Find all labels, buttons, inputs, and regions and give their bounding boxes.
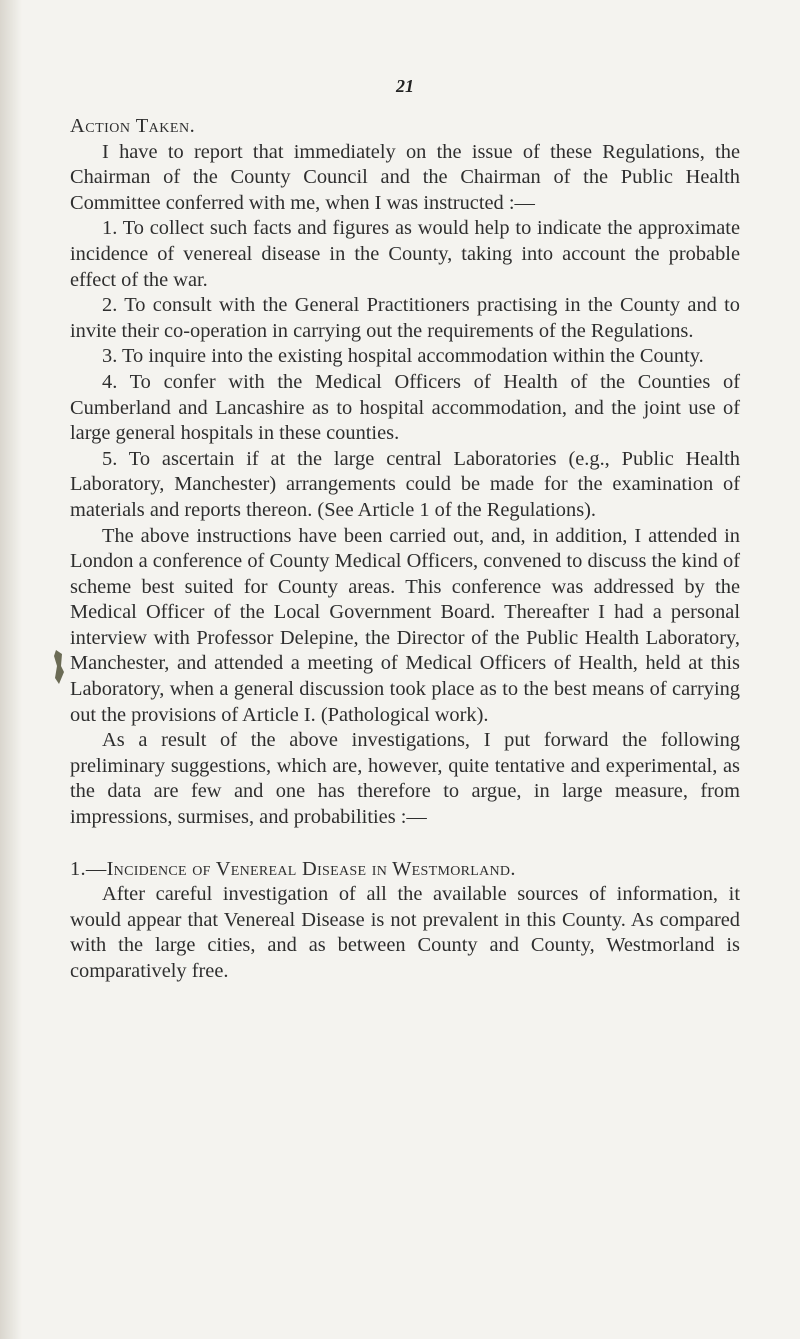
paragraph-item-5: 5. To ascertain if at the large central Laboratories (e.g., Public Health Laboratory, Manchester) arrangements could be made for the examination of materials and reports thereon. (See Article 1 of the Regulations). [70, 447, 740, 521]
paragraph-instructions-carried-out: The above instructions have been carried out, and, in addition, I attended in London a conference of County Medical Officers, convened to discuss the kind of scheme best suited for County areas. This conference was addressed by the Medical Officer of the Local Government Board. Thereafter I had a personal interview with Professor Delepine, the Director of the Public Health Laboratory, Manchester, and attended a meeting of Medical Officers of Health, held at this Laboratory, when a general discussion took place as to the best means of carrying out the provisions of Article I. (Pathological work). [70, 524, 740, 726]
page-number: 21 [396, 76, 414, 96]
paragraph-item-2: 2. To consult with the General Practitioners practising in the County and to invite their co-operation in carrying out the requirements of the Regulations. [70, 294, 740, 342]
section-heading-text: 1.—Incidence of Venereal Disease in Westmorland. [70, 857, 516, 880]
document-body [70, 75, 740, 985]
paragraph-intro: I have to report that immediately on the issue of these Regulations, the Chairman of the County Council and the Chairman of the Public Health Committee conferred with me, when I was instructed :— [70, 140, 740, 214]
margin-ink-mark [52, 648, 66, 686]
paragraph-result: As a result of the above investigations, I put forward the following preliminary suggestions, which are, however, quite tentative and experimental, as the data are few and one has therefore to argue, in large measure, from impressions, surmises, and probabilities :— [70, 729, 740, 829]
paragraph-item-3: 3. To inquire into the existing hospital accommodation within the County. [102, 345, 704, 368]
heading-action-taken [70, 114, 740, 140]
section-gap [70, 831, 740, 857]
paragraph-incidence: After careful investigation of all the available sources of information, it would appear that Venereal Disease is not prevalent in this County. As compared with the large cities, and as between County and County, Westmorland is comparatively free. [70, 883, 740, 982]
section-heading-incidence [70, 857, 740, 883]
paragraph-item-1: 1. To collect such facts and figures as would help to indicate the approximate incidence of venereal disease in the County, taking into account the probable effect of the war. [70, 217, 740, 291]
heading-text: Action Taken. [70, 115, 196, 137]
page-edge-shadow [0, 0, 22, 1339]
paragraph-item-4: 4. To confer with the Medical Officers of Health of the Counties of Cumberland and Lancashire as to hospital accommodation, and the joint use of large general hospitals in these counties. [70, 370, 740, 445]
